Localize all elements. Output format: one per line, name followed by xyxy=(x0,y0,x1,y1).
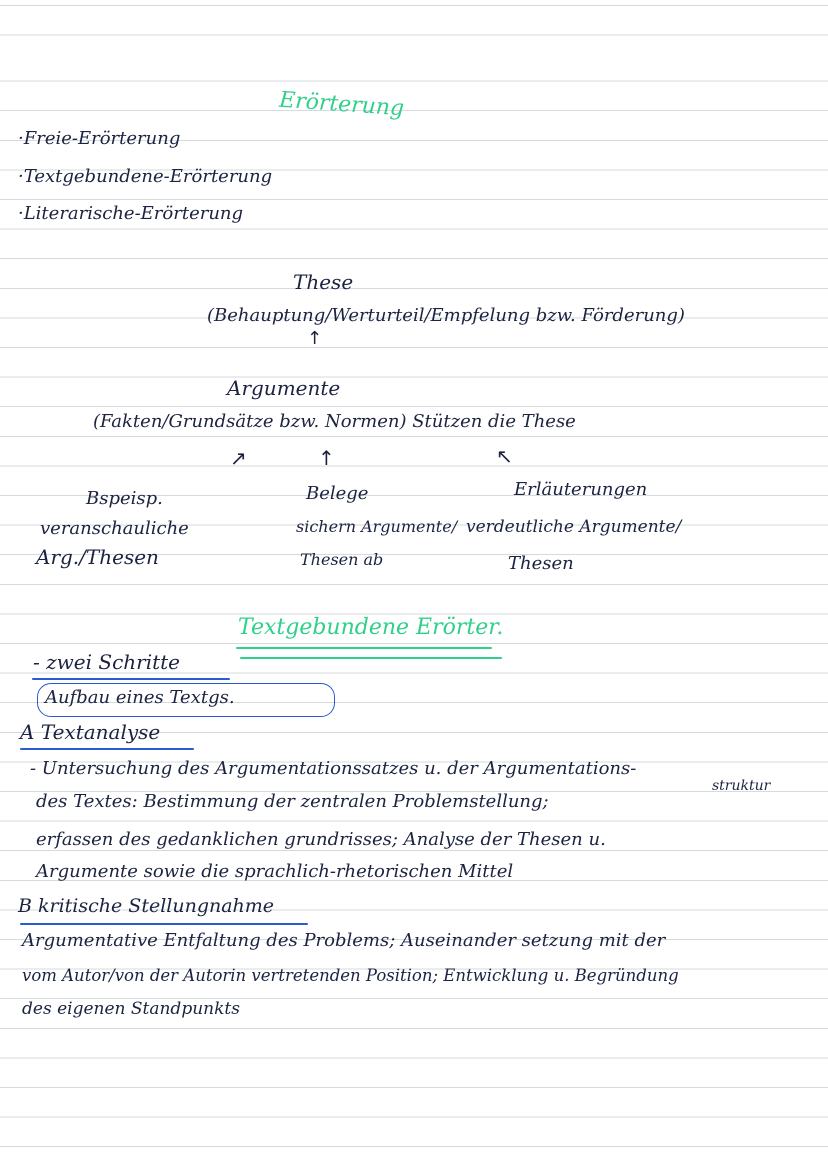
section-a-line-1: - Untersuchung des Argumentationssatzes u. der Argumentations- xyxy=(30,758,637,779)
section-a-underline xyxy=(20,748,194,750)
support-label-erlaeuterungen: Erläuterungen xyxy=(514,479,648,500)
argumente-detail: (Fakten/Grundsätze bzw. Normen) Stützen die These xyxy=(93,411,576,432)
up-arrow-icon: ↑ xyxy=(307,328,323,349)
type-item-literarische: ·Literarische-Erörterung xyxy=(18,203,244,224)
support-label-belege: Belege xyxy=(306,483,369,504)
support-label-beispiele: Bspeisp. xyxy=(86,488,163,509)
type-item-textgebundene: ·Textgebundene-Erörterung xyxy=(18,166,273,187)
support-desc-belege-1: sichern Argumente/ xyxy=(296,517,458,536)
arrow-northwest-icon: ↖ xyxy=(496,444,513,468)
section-b-line-2: vom Autor/von der Autorin vertretenden Position; Entwicklung u. Begründung xyxy=(22,966,679,985)
support-desc-beispiele-1: veranschauliche xyxy=(40,518,189,539)
section-title-textgebundene: Textgebundene Erörter. xyxy=(238,615,504,640)
section-a-struktur-note: struktur xyxy=(712,778,771,794)
support-desc-erlaeuterungen-1: verdeutliche Argumente/ xyxy=(466,517,682,537)
type-item-freie: ·Freie-Erörterung xyxy=(18,128,181,149)
support-desc-erlaeuterungen-2: Thesen xyxy=(508,553,574,574)
argumente-heading: Argumente xyxy=(227,376,341,400)
section-b-line-3: des eigenen Standpunkts xyxy=(22,999,240,1019)
section-a-line-3: erfassen des gedanklichen grundrisses; Analyse der Thesen u. xyxy=(36,829,606,850)
section-b-underline xyxy=(20,923,308,925)
page-title: Erörterung xyxy=(278,87,405,122)
aufbau-text: Aufbau eines Textgs. xyxy=(45,687,235,708)
up-arrow-icon: ↑ xyxy=(318,446,335,470)
section-a-title: A Textanalyse xyxy=(20,720,161,744)
steps-intro: - zwei Schritte xyxy=(33,650,181,674)
support-desc-belege-2: Thesen ab xyxy=(300,550,384,569)
arrow-northeast-icon: ↗ xyxy=(230,446,247,470)
title-underline xyxy=(236,647,492,649)
section-a-line-4: Argumente sowie die sprachlich-rhetorischen Mittel xyxy=(36,861,514,882)
section-b-title: B kritische Stellungnahme xyxy=(18,895,275,917)
section-b-line-1: Argumentative Entfaltung des Problems; Auseinander setzung mit der xyxy=(22,930,666,951)
these-heading: These xyxy=(293,270,354,294)
title-underline-second xyxy=(240,657,502,659)
these-detail: (Behauptung/Werturteil/Empfelung bzw. Förderung) xyxy=(207,305,685,326)
section-a-line-2: des Textes: Bestimmung der zentralen Problemstellung; xyxy=(36,791,549,812)
support-desc-beispiele-2: Arg./Thesen xyxy=(36,545,159,569)
steps-underline xyxy=(32,678,230,680)
